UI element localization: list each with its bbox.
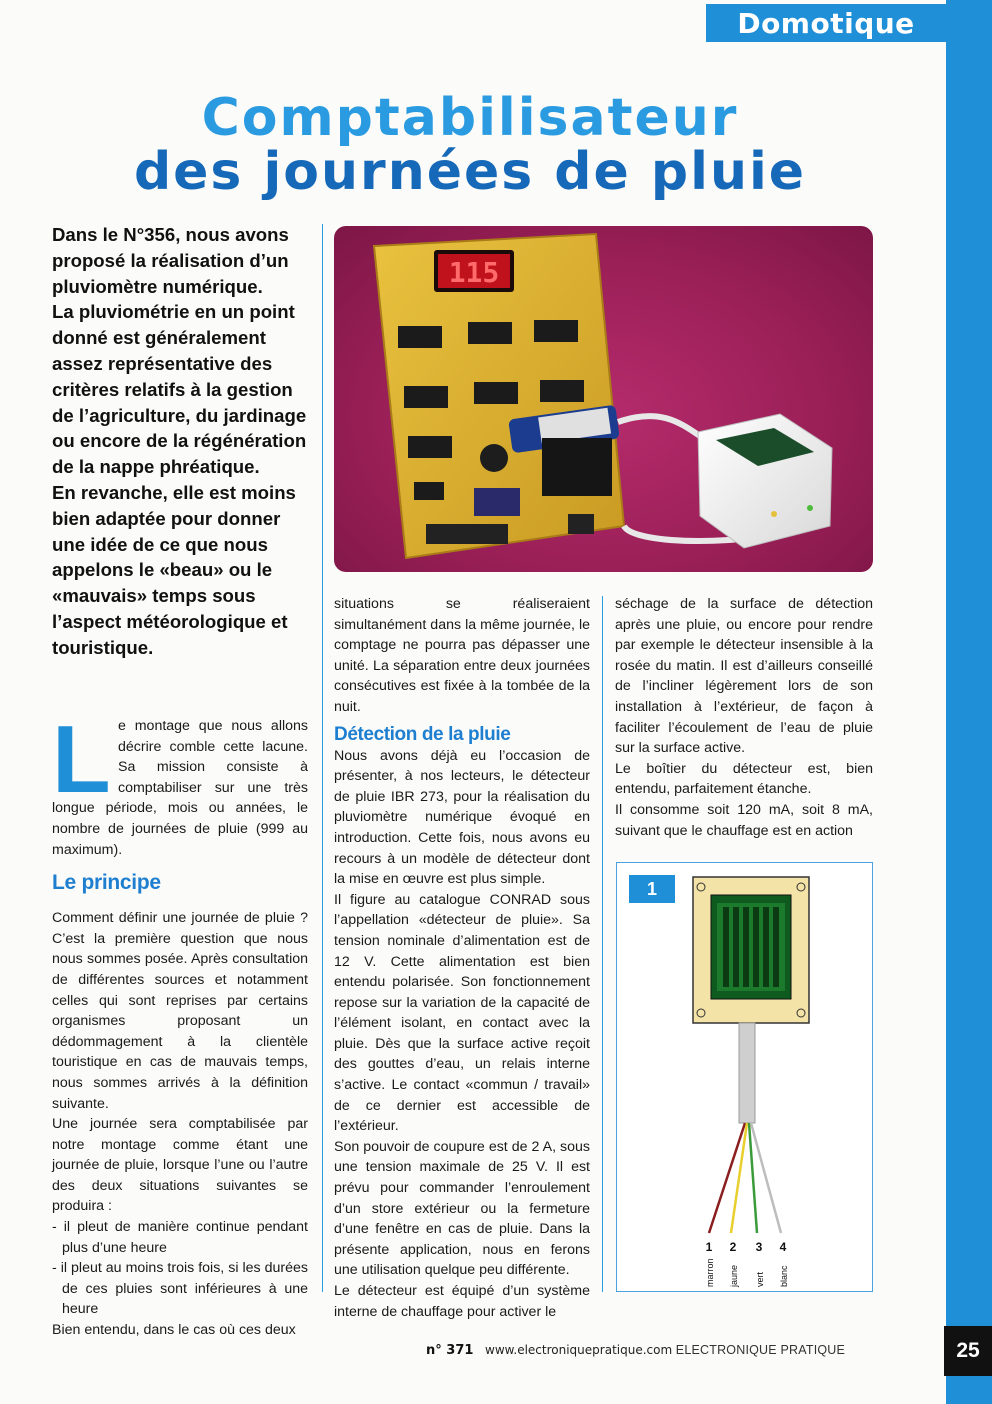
- column-divider: [602, 596, 603, 1292]
- wire-number: 3: [755, 1240, 763, 1254]
- body-column-3: [615, 594, 873, 841]
- heading-detection-pluie: Détection de la pluie: [334, 723, 511, 745]
- paragraph: Son pouvoir de coupure est de 2 A, sous une tension maximale de 25 V. Il est prévu pour commander l’enroulement d’un store extérieur ou la fermeture d’une fenêtre en cas de pluie. Dans la présente application, nous en ferons une utilisation quelque peu différente.: [334, 1138, 590, 1279]
- paragraph: Il consomme soit 120 mA, soit 8 mA, suivant que le chauffage est en action: [615, 801, 873, 839]
- wire-color-label: blanc: [779, 1265, 789, 1287]
- paragraph: Il figure au catalogue CONRAD sous l’appellation «détecteur de pluie». Sa tension nominale d’alimentation est de 12 V. Cette alimentation est bien entendu polarisée. Son fonctionnement repose sur la variation de la capacité de l’élément isolant, en contact avec la pluie. Dès que la surface active reçoit des gouttes d’eau, un relais interne s’active. Le contact «commun / travail» de ce dernier est accessible de l’extérieur.: [334, 891, 590, 1135]
- figure-1-sensor-wiring: [616, 862, 873, 1292]
- figure-number: 1: [629, 875, 675, 903]
- bullet-item: - il pleut de manière continue pendant plus d’une heure: [52, 1219, 308, 1256]
- title-line-1: Comptabilisateur: [201, 88, 739, 148]
- body-column-2: [334, 594, 590, 1322]
- paragraph: Le détecteur est équipé d’un système interne de chauffage pour activer le: [334, 1283, 590, 1320]
- body-column-1: [52, 706, 308, 1341]
- heading-le-principe: Le principe: [52, 871, 161, 895]
- circuit-photo: [334, 226, 873, 572]
- title-line-2: des journées de pluie: [133, 142, 807, 202]
- wire-color-label: marron: [705, 1258, 715, 1287]
- paragraph: Une journée sera comptabilisée par notre montage comme étant une journée de pluie, lorsque l’une ou l’autre des deux situations suivantes se produira :: [52, 1116, 308, 1215]
- lead-text-3: En revanche, elle est moins bien adaptée pour donner une idée de ce que nous appelons le «beau» ou le «mauvais» temps sous l’aspect météorologique et touristique.: [52, 481, 296, 658]
- page-side-bar: [946, 0, 992, 1404]
- wire-number: 4: [779, 1240, 787, 1254]
- bullet-item: - il pleut au moins trois fois, si les durées de ces pluies sont inférieures à une heure: [52, 1260, 308, 1318]
- website-link[interactable]: www.electroniquepratique.com: [485, 1343, 673, 1357]
- paragraph: Bien entendu, dans le cas où ces deux: [52, 1322, 296, 1339]
- paragraph: Nous avons déjà eu l’occasion de présenter, à nos lecteurs, le détecteur de pluie IBR 273, pour la réalisation du pluviomètre numérique évoqué en introduction. Cette fois, nous avons eu recours à un modèle de détecteur dont la mise en œuvre est plus simple.: [334, 747, 590, 888]
- magazine-name: ELECTRONIQUE PRATIQUE: [675, 1343, 846, 1357]
- page-footer: [426, 1342, 845, 1358]
- paragraph: situations se réaliseraient simultanément dans la même journée, le comptage ne pourra pas dépasser une unité. La séparation entre deux journées consécutives est fixée à la tombée de la nuit.: [334, 596, 590, 715]
- issue-number: n° 371: [426, 1343, 474, 1358]
- section-rubric: Domotique: [706, 4, 946, 42]
- paragraph: Comment définir une journée de pluie ? C’est la première question que nous nous sommes posée. Après consultation de différentes sources et notamment celles qui sont reprises par certains organismes proposant un dédommagement à la clientèle touristique en cas de mauvais temps, nous sommes arrivés à la définition suivante.: [52, 910, 308, 1112]
- column-divider: [322, 224, 323, 1292]
- lead-text-2: La pluviométrie en un point donné est généralement assez représentative des critères relatifs à la gestion de l’agriculture, du jardinage ou encore de la régénération de la nappe phréatique.: [52, 301, 307, 478]
- wire-color-label: vert: [755, 1271, 765, 1287]
- drop-cap: L: [52, 706, 111, 813]
- paragraph: séchage de la surface de détection après une pluie, ou encore pour rendre par exemple le détecteur insensible à la rosée du matin. Il est d’ailleurs conseillé de l’incliner légèrement lors de son installation à l’extérieur, de façon à faciliter l’écoulement de l’eau de pluie sur la surface active.: [615, 596, 873, 757]
- led-display: 115: [448, 256, 500, 289]
- paragraph: Le boîtier du détecteur est, bien entendu, parfaitement étanche.: [615, 760, 873, 798]
- lead-paragraph: [52, 222, 314, 661]
- article-title: [40, 88, 900, 202]
- wire-number: 1: [705, 1240, 713, 1254]
- wire-number: 2: [729, 1240, 737, 1254]
- wire-color-label: jaune: [729, 1264, 739, 1287]
- page-number: 25: [944, 1326, 992, 1376]
- intro-paragraph: [52, 706, 308, 860]
- lead-text-1: Dans le N°356, nous avons proposé la réalisation d’un pluviomètre numérique.: [52, 224, 289, 297]
- intro-text: e montage que nous allons décrire comble cette lacune. Sa mission consiste à comptabiliser sur une très longue période, mois ou années, le nombre de journées de pluie (999 au maximum).: [52, 718, 308, 858]
